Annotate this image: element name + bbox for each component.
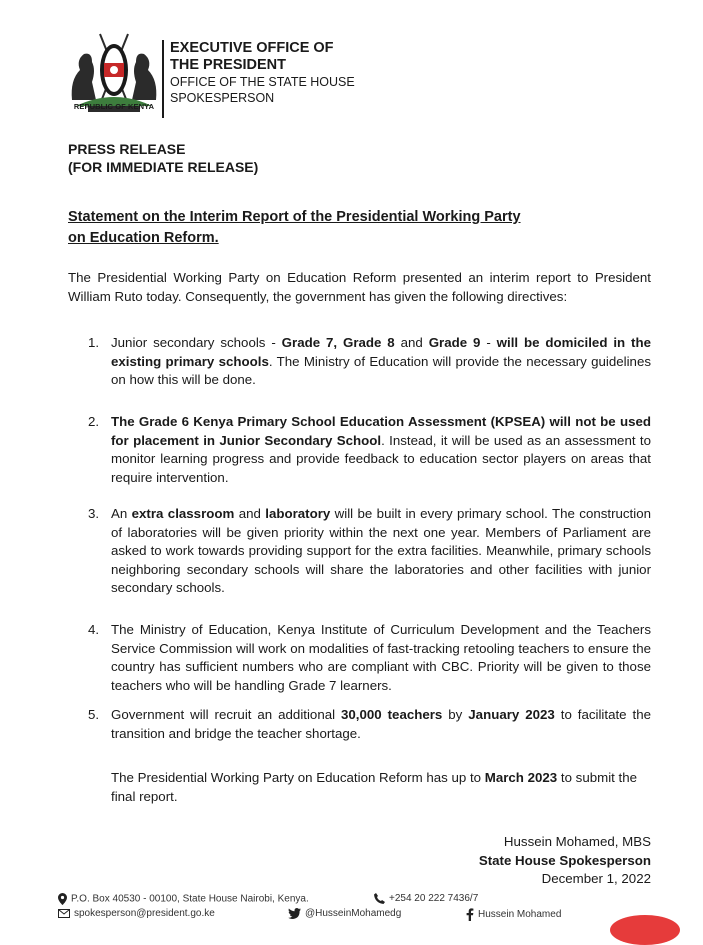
title-line-2: on Education Reform. (68, 230, 219, 246)
signatory-name: Hussein Mohamed, MBS (503, 834, 651, 849)
directive-item (88, 334, 651, 390)
footer-email: spokesperson@president.go.ke (58, 908, 215, 919)
signature-block (479, 833, 651, 889)
release-date: December 1, 2022 (541, 871, 651, 886)
title-line-1: Statement on the Interim Report of the Presidential Working Party (68, 209, 521, 225)
footer-phone: +254 20 222 7436/7 (374, 893, 478, 904)
item-text: An extra classroom and laboratory will be built in every primary school. The construction of laboratories will be given priority within the next one year. Members of Parliament are asked to work towards providing support for the extra facilities. Meanwhile, primary schools neighboring secondary schools will share the laboratories and other facilities with junior secondary schools. (111, 506, 651, 596)
phone-icon (374, 893, 385, 904)
item-number: 4. (88, 622, 100, 637)
release-sublabel: (FOR IMMEDIATE RELEASE) (68, 159, 259, 175)
location-pin-icon (58, 893, 67, 905)
item-number: 2. (88, 414, 100, 429)
item-text: Government will recruit an additional 30,000 teachers by January 2023 to facilitate the transition and bridge the teacher shortage. (111, 707, 651, 741)
twitter-icon (288, 908, 301, 919)
email-icon (58, 909, 70, 918)
signatory-title: State House Spokesperson (478, 852, 651, 868)
sub-office-line-2: SPOKESPERSON (170, 91, 275, 105)
footer-address: P.O. Box 40530 - 00100, State House Nairobi, Kenya. (58, 893, 309, 905)
facebook-icon (466, 908, 474, 921)
press-release-label (68, 140, 258, 176)
sub-office-line-1: OFFICE OF THE STATE HOUSE (170, 75, 355, 89)
crest-caption: REPUBLIC OF KENYA (73, 102, 155, 111)
closing-paragraph: The Presidential Working Party on Education Reform has up to March 2023 to submit the final report. (111, 770, 638, 804)
intro-paragraph: The Presidential Working Party on Education Reform presented an interim report to President William Ruto today. Consequently, the government has given the following directives: (68, 270, 651, 304)
office-line-1: EXECUTIVE OFFICE OF (170, 40, 334, 56)
item-number: 5. (88, 707, 100, 722)
footer-twitter: @HusseinMohamedg (288, 908, 401, 919)
directive-item (88, 706, 651, 743)
decorative-red-mark (610, 915, 680, 945)
item-number: 1. (88, 335, 100, 350)
statement-title (68, 207, 658, 249)
office-line-2: THE PRESIDENT (170, 57, 287, 73)
item-text: The Grade 6 Kenya Primary School Education Assessment (KPSEA) will not be used for placement in Junior Secondary School. Instead, it will be used as an assessment to monitor learning progress and provide feedback to education sector players on areas that require intervention. (111, 414, 651, 485)
release-label: PRESS RELEASE (68, 141, 186, 157)
directive-item (88, 413, 651, 487)
item-number: 3. (88, 506, 100, 521)
directive-item (88, 505, 651, 598)
footer-facebook: Hussein Mohamed (466, 908, 561, 921)
letterhead-divider (162, 40, 164, 118)
item-text: The Ministry of Education, Kenya Institute of Curriculum Development and the Teachers Service Commission will work on modalities of fast-tracking retooling teachers to ensure the country has sufficient numbers who are compliant with CBC. Priority will be given to those teachers who will be handling Grade 7 learners. (111, 622, 651, 693)
letterhead-office (170, 40, 355, 106)
directive-item (88, 621, 651, 695)
item-text: Junior secondary schools - Grade 7, Grade 8 and Grade 9 - will be domiciled in the existing primary schools. The Ministry of Education will provide the necessary guidelines on how this will be done. (111, 335, 652, 388)
